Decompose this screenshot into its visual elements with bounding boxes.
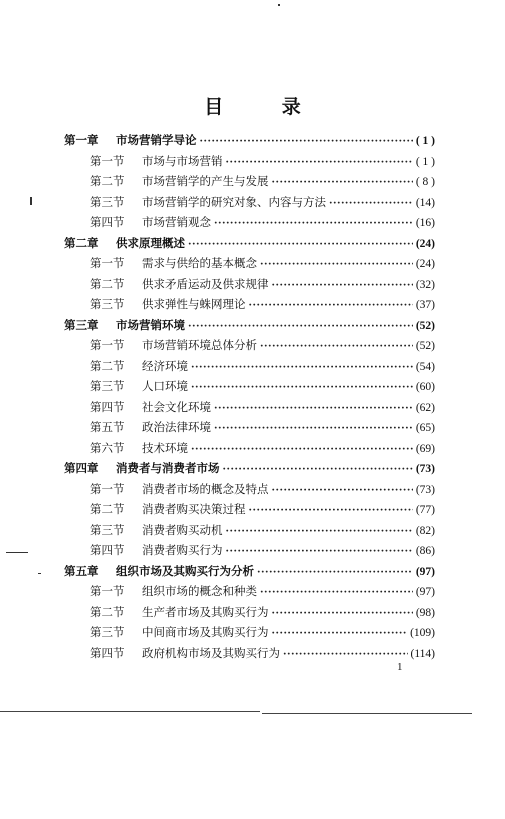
toc-entry-number: 第二节 bbox=[90, 358, 125, 373]
toc-section-row bbox=[64, 378, 435, 399]
dot-leader bbox=[260, 259, 413, 270]
toc-entry-title: 消费者购买动机 bbox=[142, 522, 223, 537]
toc-entry-page: (24) bbox=[415, 237, 435, 250]
toc-entry-title: 消费者市场的概念及特点 bbox=[142, 481, 269, 496]
dot-leader bbox=[188, 321, 413, 332]
toc-section-row bbox=[64, 481, 435, 502]
toc-entry-label bbox=[64, 501, 246, 517]
toc-entry-title: 组织市场的概念和种类 bbox=[142, 584, 257, 598]
toc-entry-number: 第六节 bbox=[90, 440, 125, 455]
scan-speck bbox=[30, 197, 32, 205]
toc-section-row bbox=[64, 624, 435, 645]
toc-entry-title: 生产者市场及其购买行为 bbox=[142, 604, 269, 619]
toc-entry-page: (52) bbox=[415, 340, 435, 352]
toc-entry-title: 供求矛盾运动及供求规律 bbox=[142, 276, 269, 291]
toc-section-row bbox=[64, 542, 435, 563]
toc-entry-label bbox=[64, 645, 280, 661]
dot-leader bbox=[200, 136, 413, 147]
toc-entry-page: (73) bbox=[415, 463, 435, 475]
toc-entry-number: 第四节 bbox=[90, 645, 125, 660]
bottom-rule-left bbox=[0, 711, 260, 712]
bottom-rule-right bbox=[262, 713, 472, 714]
toc-entry-page: (82) bbox=[415, 524, 435, 537]
toc-entry-page: (16) bbox=[415, 217, 435, 229]
toc-entry-title: 消费者购买决策过程 bbox=[142, 502, 246, 516]
toc-section-row bbox=[64, 399, 435, 420]
dot-leader bbox=[329, 198, 413, 209]
toc-entry-page: (86) bbox=[415, 545, 435, 557]
toc-entry-number: 第三节 bbox=[90, 297, 125, 311]
toc-entry-number: 第三节 bbox=[90, 522, 125, 537]
toc-entry-title: 消费者与消费者市场 bbox=[116, 461, 220, 475]
dot-leader bbox=[272, 177, 413, 188]
toc-entry-title: 人口环境 bbox=[142, 379, 188, 393]
dot-leader bbox=[214, 403, 413, 414]
toc-entry-page: (60) bbox=[415, 381, 435, 393]
toc-entry-page: (69) bbox=[415, 442, 435, 455]
toc-entry-title: 市场与市场营销 bbox=[142, 153, 223, 168]
toc-entry-title: 政治法律环境 bbox=[142, 420, 211, 434]
toc-section-row bbox=[64, 276, 435, 297]
toc-entry-label bbox=[64, 132, 197, 148]
toc-entry-title: 市场营销观念 bbox=[142, 215, 211, 229]
toc-entry-number: 第四节 bbox=[90, 543, 125, 557]
toc-entry-number: 第二节 bbox=[90, 604, 125, 619]
toc-entry-label bbox=[64, 173, 269, 189]
toc-entry-label bbox=[64, 481, 269, 497]
scan-speck bbox=[278, 4, 280, 6]
dot-leader bbox=[214, 423, 413, 434]
toc-section-row bbox=[64, 501, 435, 522]
toc-entry-label bbox=[64, 419, 211, 435]
toc-entry-label bbox=[64, 358, 188, 374]
toc-section-row bbox=[64, 604, 435, 625]
toc-entry-title: 技术环境 bbox=[142, 440, 188, 455]
toc-entry-title: 供求弹性与蛛网理论 bbox=[142, 297, 246, 311]
toc-entry-title: 市场营销环境总体分析 bbox=[142, 338, 257, 352]
toc-chapter-row bbox=[64, 317, 435, 338]
dot-leader bbox=[272, 280, 413, 291]
toc-entry-label bbox=[64, 460, 220, 476]
toc-entry-page: ( 1 ) bbox=[415, 135, 435, 147]
toc-entry-number: 第二节 bbox=[90, 276, 125, 291]
toc-chapter-row bbox=[64, 563, 435, 584]
dot-leader bbox=[272, 485, 413, 496]
toc-entry-page: (52) bbox=[415, 319, 435, 332]
toc-entry-number: 第一节 bbox=[90, 481, 125, 496]
toc-entry-number: 第三节 bbox=[90, 194, 125, 209]
toc-entry-number: 第三节 bbox=[90, 625, 125, 639]
toc-entry-title: 供求原理概述 bbox=[116, 235, 185, 250]
toc-entry-page: (24) bbox=[415, 258, 435, 270]
toc-entry-title: 市场营销学的产生与发展 bbox=[142, 174, 269, 188]
toc-entry-label bbox=[64, 317, 185, 333]
toc-section-row bbox=[64, 440, 435, 461]
toc-entry-number: 第五节 bbox=[90, 420, 125, 434]
toc-section-row bbox=[64, 255, 435, 276]
toc-entry-page: (62) bbox=[415, 401, 435, 414]
dot-leader bbox=[260, 341, 413, 352]
toc-section-row bbox=[64, 194, 435, 215]
toc-entry-page: (73) bbox=[415, 483, 435, 496]
toc-entry-page: ( 8 ) bbox=[415, 176, 435, 188]
dot-leader bbox=[257, 567, 413, 578]
toc-entry-number: 第一节 bbox=[90, 256, 125, 270]
toc-entry-title: 政府机构市场及其购买行为 bbox=[142, 645, 280, 660]
toc-entry-label bbox=[64, 604, 269, 620]
toc-entry-label bbox=[64, 255, 257, 271]
toc-entry-page: (97) bbox=[415, 586, 435, 598]
toc-entry-label bbox=[64, 583, 257, 599]
toc-entry-title: 中间商市场及其购买行为 bbox=[142, 625, 269, 639]
dot-leader bbox=[260, 587, 413, 598]
toc-entry-title: 经济环境 bbox=[142, 358, 188, 373]
toc-entry-title: 需求与供给的基本概念 bbox=[142, 256, 257, 270]
toc-entry-label bbox=[64, 194, 326, 210]
toc-entry-number: 第三章 bbox=[64, 317, 99, 332]
toc-entry-page: (77) bbox=[415, 504, 435, 516]
toc-entry-title: 社会文化环境 bbox=[142, 399, 211, 414]
toc-entry-number: 第四节 bbox=[90, 215, 125, 229]
toc-entry-page: (114) bbox=[410, 647, 435, 660]
dot-leader bbox=[191, 382, 413, 393]
toc-entry-label bbox=[64, 563, 254, 579]
toc-entry-label bbox=[64, 399, 211, 415]
toc-entry-page: (54) bbox=[415, 360, 435, 373]
toc-entry-number: 第四章 bbox=[64, 461, 99, 475]
dot-leader bbox=[226, 157, 413, 168]
toc-entry-label bbox=[64, 276, 269, 292]
dot-leader bbox=[272, 608, 413, 619]
dot-leader bbox=[214, 218, 413, 229]
dot-leader bbox=[249, 505, 413, 516]
toc-entry-title: 消费者购买行为 bbox=[142, 543, 223, 557]
toc-entry-number: 第四节 bbox=[90, 399, 125, 414]
toc-section-row bbox=[64, 419, 435, 440]
toc-entry-page: (97) bbox=[415, 565, 435, 578]
toc-section-row bbox=[64, 583, 435, 604]
dot-leader bbox=[223, 464, 413, 475]
dot-leader bbox=[283, 649, 408, 660]
toc-entry-number: 第三节 bbox=[90, 379, 125, 393]
toc-entry-label bbox=[64, 378, 188, 394]
dot-leader bbox=[226, 526, 413, 537]
toc-entry-label bbox=[64, 440, 188, 456]
toc-entry-title: 市场营销学的研究对象、内容与方法 bbox=[142, 194, 326, 209]
toc-section-row bbox=[64, 337, 435, 358]
toc-entry-label bbox=[64, 624, 269, 640]
toc-entry-label bbox=[64, 296, 246, 312]
scan-speck bbox=[6, 552, 28, 553]
toc-section-row bbox=[64, 358, 435, 379]
toc-entry-page: (98) bbox=[415, 606, 435, 619]
toc-entry-label bbox=[64, 235, 185, 251]
toc-entry-label bbox=[64, 153, 223, 169]
toc-section-row bbox=[64, 645, 435, 666]
dot-leader bbox=[191, 444, 413, 455]
dot-leader bbox=[226, 546, 413, 557]
toc-entry-page: (32) bbox=[415, 278, 435, 291]
toc-entry-label bbox=[64, 214, 211, 230]
toc-section-row bbox=[64, 296, 435, 317]
toc-entry-number: 第五章 bbox=[64, 563, 99, 578]
toc-section-row bbox=[64, 153, 435, 174]
dot-leader bbox=[272, 628, 408, 639]
toc-entry-page: ( 1 ) bbox=[415, 155, 435, 168]
toc-entry-title: 市场营销环境 bbox=[116, 317, 185, 332]
toc-entry-number: 第一节 bbox=[90, 584, 125, 598]
toc-section-row bbox=[64, 214, 435, 235]
toc-entry-label bbox=[64, 542, 223, 558]
scan-speck bbox=[38, 573, 41, 574]
toc-entry-title: 组织市场及其购买行为分析 bbox=[116, 563, 254, 578]
table-of-contents bbox=[64, 132, 435, 665]
toc-entry-number: 第一章 bbox=[64, 133, 99, 147]
toc-entry-label bbox=[64, 337, 257, 353]
toc-entry-number: 第一节 bbox=[90, 338, 125, 352]
toc-entry-label bbox=[64, 522, 223, 538]
toc-entry-title: 市场营销学导论 bbox=[116, 133, 197, 147]
toc-chapter-row bbox=[64, 235, 435, 256]
toc-entry-number: 第一节 bbox=[90, 153, 125, 168]
toc-chapter-row bbox=[64, 132, 435, 153]
toc-entry-page: (65) bbox=[415, 422, 435, 434]
toc-section-row bbox=[64, 173, 435, 194]
toc-entry-page: (14) bbox=[415, 196, 435, 209]
dot-leader bbox=[188, 239, 413, 250]
dot-leader bbox=[249, 300, 413, 311]
toc-entry-number: 第二节 bbox=[90, 502, 125, 516]
page-title: 目 录 bbox=[204, 96, 327, 118]
toc-entry-number: 第二章 bbox=[64, 235, 99, 250]
toc-entry-page: (109) bbox=[410, 627, 435, 639]
toc-section-row bbox=[64, 522, 435, 543]
toc-entry-number: 第二节 bbox=[90, 174, 125, 188]
toc-entry-page: (37) bbox=[415, 299, 435, 311]
page-number: 1 bbox=[397, 661, 403, 673]
toc-chapter-row bbox=[64, 460, 435, 481]
dot-leader bbox=[191, 362, 413, 373]
